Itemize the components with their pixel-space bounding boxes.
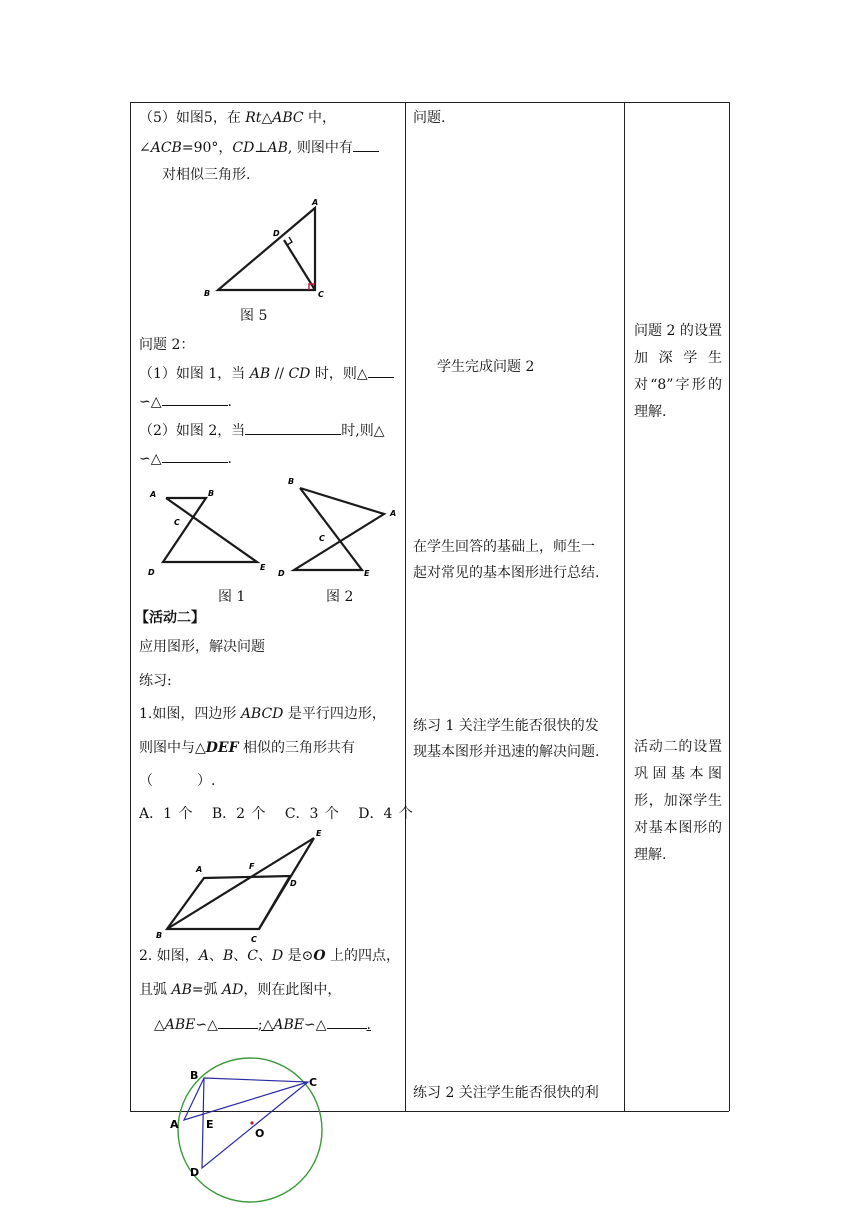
ex1-option-b[interactable]: B．2 个: [211, 806, 266, 822]
ex2-fig-label-a: A: [170, 1118, 179, 1131]
fig1-label-d: D: [148, 568, 155, 577]
ex1-fig-label-d: D: [290, 879, 297, 888]
col3-note-activity-2: 活动二的设置巩固基本图形，加深学生对基本图形的理解.: [634, 739, 722, 863]
q5-line-3: 对相似三角形.: [162, 167, 251, 183]
col2-summary-line-1: 在学生回答的基础上，师生一: [413, 539, 595, 555]
ex1-options: [139, 803, 413, 825]
ex1-line-3: （ ）.: [139, 773, 216, 789]
fig5-label-c: C: [318, 290, 324, 299]
fig2-label-e: E: [364, 569, 370, 578]
problem-2-1-line-b: ∽△ .: [139, 390, 232, 413]
problem-2-2-line-b: ∽△ .: [139, 447, 232, 470]
table-divider-1: [405, 102, 406, 1111]
q5-line-2: ∠ACB=90°，CD⊥AB, 则图中有: [139, 136, 379, 159]
ex2-line-2: 且弧 AB=弧 AD，则在此图中，: [139, 982, 342, 998]
fig5-label-d: D: [273, 229, 280, 238]
col2-exercise-1-line-2: 现基本图形并迅速的解决问题.: [413, 744, 600, 760]
figure-2: [276, 472, 406, 580]
ex1-fig-label-c: C: [251, 935, 257, 944]
ex1-fig-label-f: F: [249, 862, 255, 871]
activity-2-title: 【活动二】: [135, 610, 205, 626]
ex1-option-c[interactable]: C．3 个: [284, 806, 339, 822]
figure-5: [200, 196, 330, 300]
ex1-fig-label-b: B: [156, 931, 163, 940]
col2-problem-end: 问题.: [413, 110, 446, 126]
fig2-label-c: C: [319, 534, 325, 543]
fig5-caption: 图 5: [240, 308, 268, 324]
exercise-1-figure: [150, 826, 330, 944]
ex1-fig-label-e: E: [316, 829, 322, 838]
fig2-caption: 图 2: [326, 589, 354, 605]
answer-blank[interactable]: [162, 447, 228, 463]
ex2-line-3: △ABE∽△ ;△ABE∽△ .: [154, 1013, 371, 1036]
fig1-label-b: B: [208, 489, 215, 498]
answer-blank[interactable]: [245, 419, 341, 435]
q5-line-1: （5）如图5，在 Rt△ABC 中，: [139, 110, 337, 126]
answer-blank[interactable]: [327, 1013, 367, 1029]
ex1-option-a[interactable]: A．1 个: [139, 806, 193, 822]
ex1-option-d[interactable]: D．4 个: [358, 806, 413, 822]
answer-blank[interactable]: [368, 362, 394, 378]
ex2-fig-label-b: B: [190, 1069, 199, 1082]
answer-blank[interactable]: [353, 136, 379, 152]
answer-blank[interactable]: [162, 390, 228, 406]
figure-1: [146, 484, 276, 576]
problem-2-2-line-a: （2）如图 2，当 时,则△: [139, 419, 384, 442]
ex1-line-2: 则图中与△DEF 相似的三角形共有: [139, 740, 355, 756]
ex1-line-1: 1.如图，四边形 ABCD 是平行四边形，: [139, 706, 386, 722]
ex2-line-1: 2. 如图，A、B、C、D 是⊙O 上的四点，: [139, 948, 401, 964]
ex2-fig-label-o: O: [255, 1127, 265, 1140]
col2-student-task: 学生完成问题 2: [437, 359, 535, 375]
ex2-fig-label-c: C: [309, 1076, 318, 1089]
fig1-label-c: C: [174, 518, 180, 527]
exercise-title: 练习:: [139, 673, 172, 689]
table-border-right: [729, 102, 730, 1111]
activity-2-subtitle: 应用图形，解决问题: [139, 639, 265, 655]
ex2-fig-label-e: E: [206, 1118, 214, 1131]
col3-note-problem-2: 问题 2 的设置加深学生对“8”字形的理解.: [634, 323, 722, 420]
fig1-label-e: E: [260, 563, 266, 572]
col2-summary-line-2: 起对常见的基本图形进行总结.: [413, 565, 600, 581]
problem-2-title: 问题 2：: [139, 337, 195, 353]
col2-exercise-1-line-1: 练习 1 关注学生能否很快的发: [413, 718, 599, 734]
col2-exercise-2-line-1: 练习 2 关注学生能否很快的利: [413, 1085, 599, 1101]
table-border-left: [130, 102, 131, 1111]
fig2-label-d: D: [278, 569, 285, 578]
ex1-fig-label-a: A: [196, 865, 203, 874]
fig2-label-a: A: [390, 509, 397, 518]
problem-2-1-line-a: （1）如图 1，当 AB // CD 时，则△: [139, 362, 394, 385]
fig1-caption: 图 1: [218, 589, 246, 605]
table-divider-2: [624, 102, 625, 1111]
answer-blank[interactable]: [218, 1013, 258, 1029]
fig5-label-b: B: [204, 289, 211, 298]
fig2-label-b: B: [288, 477, 295, 486]
fig5-label-a: A: [312, 198, 319, 207]
fig1-label-a: A: [150, 490, 157, 499]
exercise-2-figure: [160, 1050, 340, 1216]
ex2-fig-label-d: D: [190, 1166, 200, 1179]
